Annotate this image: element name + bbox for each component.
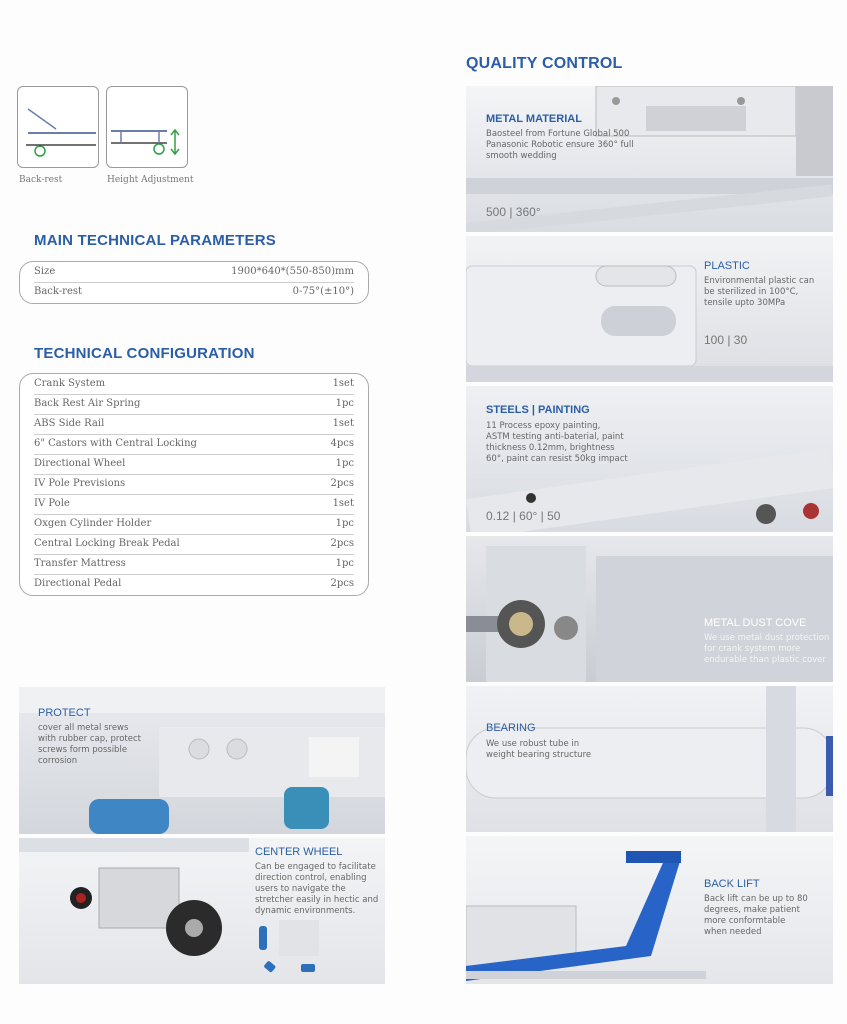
row-label: Central Locking Break Pedal	[34, 538, 180, 549]
row-label: Transfer Mattress	[34, 558, 126, 569]
row-label: 6" Castors with Central Locking	[34, 438, 197, 449]
bearing-title: BEARING	[486, 722, 536, 734]
metal-material-title: METAL MATERIAL	[486, 113, 582, 125]
protect-panel	[19, 687, 385, 834]
plastic-stat: 100 | 30	[704, 333, 748, 347]
row-label: IV Pole Previsions	[34, 478, 126, 489]
row-value: 1pc	[335, 398, 354, 409]
table-row	[34, 395, 354, 415]
row-value: 1set	[332, 378, 354, 389]
row-value: 0-75°(±10°)	[292, 286, 354, 297]
plastic-desc: Environmental plastic can be sterilized in 100°C, tensile upto 30MPa	[704, 276, 815, 308]
table-row	[34, 575, 354, 594]
row-label: Size	[34, 266, 56, 277]
center-wheel-desc: Can be engaged to facilitate direction control, enabling users to navigate the stretcher easily in hectic and dynamic environments.	[255, 862, 379, 916]
config-table	[19, 373, 369, 596]
bearing-panel	[466, 686, 833, 832]
metal-material-panel	[466, 86, 833, 232]
back-rest-bed-icon	[18, 87, 98, 167]
metal-dust-cover-title: METAL DUST COVE	[704, 617, 807, 629]
table-row	[34, 283, 354, 302]
table-row	[34, 455, 354, 475]
height-adjust-caption: Height Adjustment	[107, 175, 194, 185]
table-row	[34, 263, 354, 283]
table-row	[34, 375, 354, 395]
row-label: Directional Wheel	[34, 458, 126, 469]
back-lift-desc: Back lift can be up to 80 degrees, make patient more conformtable when needed	[704, 894, 808, 937]
steels-painting-panel	[466, 386, 833, 532]
table-row	[34, 435, 354, 455]
table-row	[34, 555, 354, 575]
table-row	[34, 475, 354, 495]
row-value: 1pc	[335, 518, 354, 529]
metal-material-stat: 500 | 360°	[486, 205, 541, 219]
height-adjust-feature-card	[106, 86, 188, 168]
metal-dust-cover-desc: We use metal dust protection for crank system more endurable than plastic cover	[704, 633, 830, 665]
row-value: 2pcs	[330, 538, 354, 549]
row-value: 1set	[332, 498, 354, 509]
center-wheel-title: CENTER WHEEL	[255, 846, 343, 858]
protect-desc: cover all metal srews with rubber cap, protect screws form possible corrosion	[38, 723, 141, 766]
row-label: Back Rest Air Spring	[34, 398, 141, 409]
row-label: Oxgen Cylinder Holder	[34, 518, 152, 529]
height-adjust-bed-icon	[107, 87, 187, 167]
quality-title: QUALITY CONTROL	[466, 55, 623, 72]
row-value: 1set	[332, 418, 354, 429]
row-value: 1900*640*(550-850)mm	[231, 266, 354, 277]
table-row	[34, 535, 354, 555]
row-label: Back-rest	[34, 286, 83, 297]
plastic-panel	[466, 236, 833, 382]
steels-painting-title: STEELS | PAINTING	[486, 404, 590, 416]
config-title: TECHNICAL CONFIGURATION	[34, 345, 255, 362]
params-title: MAIN TECHNICAL PARAMETERS	[34, 232, 276, 249]
table-row	[34, 495, 354, 515]
protect-title: PROTECT	[38, 707, 91, 719]
row-value: 2pcs	[330, 578, 354, 589]
row-label: Crank System	[34, 378, 106, 389]
table-row	[34, 415, 354, 435]
table-row	[34, 515, 354, 535]
row-value: 1pc	[335, 458, 354, 469]
back-rest-caption: Back-rest	[19, 175, 63, 185]
row-label: ABS Side Rail	[34, 418, 105, 429]
bearing-desc: We use robust tube in weight bearing structure	[486, 739, 592, 760]
row-label: Directional Pedal	[34, 578, 122, 589]
row-label: IV Pole	[34, 498, 70, 509]
center-wheel-panel	[19, 838, 385, 984]
steels-painting-stat: 0.12 | 60° | 50	[486, 509, 561, 523]
row-value: 2pcs	[330, 478, 354, 489]
steels-painting-desc: 11 Process epoxy painting, ASTM testing anti-baterial, paint thickness 0.12mm, brightness 60°, paint can resist 50kg impact	[486, 421, 628, 464]
plastic-title: PLASTIC	[704, 260, 750, 272]
back-rest-feature-card	[17, 86, 99, 168]
back-lift-title: BACK LIFT	[704, 878, 760, 890]
back-lift-panel	[466, 836, 833, 984]
metal-dust-cover-panel	[466, 536, 833, 682]
row-value: 4pcs	[330, 438, 354, 449]
params-table	[19, 261, 369, 304]
metal-material-desc: Baosteel from Fortune Global 500 Panasonic Robotic ensure 360° full smooth wedding	[486, 129, 634, 161]
side-rail-photo	[466, 236, 833, 382]
row-value: 1pc	[335, 558, 354, 569]
